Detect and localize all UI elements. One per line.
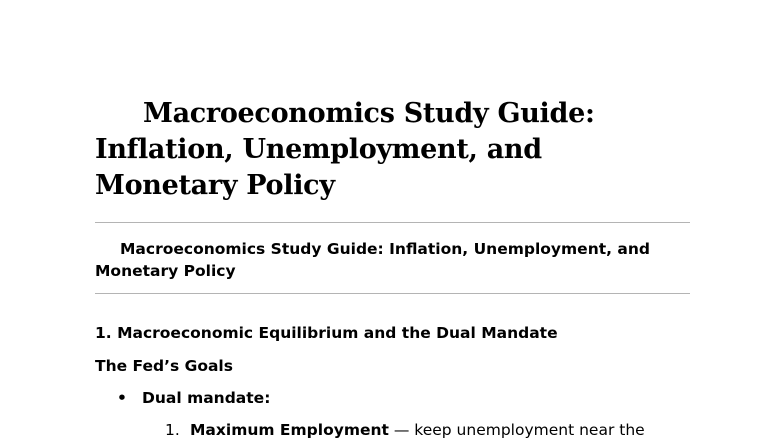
bullet-text: Dual mandate: [142, 389, 271, 407]
section-heading: 1. Macroeconomic Equilibrium and the Dual Mandate [95, 324, 558, 342]
document-title: Macroeconomics Study Guide: Inflation, Unemployment, and Monetary Policy [95, 98, 595, 201]
list-item-text [190, 419, 645, 441]
document-subtitle: Macroeconomics Study Guide: Inflation, Unemployment, and Monetary Policy [95, 240, 651, 280]
horizontal-divider [95, 222, 690, 223]
list-item-description: — keep unemployment near the [388, 421, 645, 439]
bullet-marker: • [117, 389, 127, 407]
list-number: 1. [165, 421, 180, 439]
list-item-term: Maximum Employment [190, 421, 389, 439]
sub-heading: The Fed’s Goals [95, 357, 233, 375]
horizontal-divider [95, 293, 690, 294]
